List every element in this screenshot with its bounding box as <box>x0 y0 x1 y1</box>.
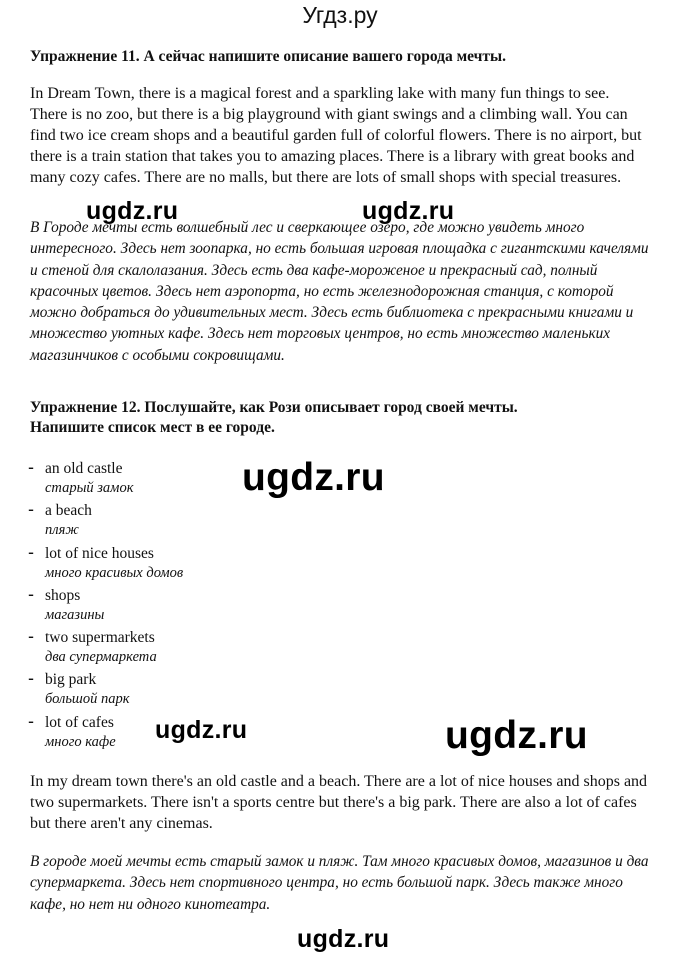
list-item-english: shops <box>45 586 81 604</box>
list-item-english: big park <box>45 671 97 689</box>
exercise-12-russian-text: В городе моей мечты есть старый замок и пляж. Там много красивых домов, магазинов и два супермаркета. Здесь нет спортивного центра, но есть большой парк. Здесь также много кафе, но нет ни одного кинотеатра. <box>30 853 649 913</box>
list-item-russian: два супермаркета <box>45 649 157 666</box>
list-bullet: - <box>28 499 34 520</box>
exercise-12-heading-line-2: Напишите список мест в ее городе. <box>30 419 275 436</box>
watermark: ugdz.ru <box>242 456 385 499</box>
list-bullet: - <box>28 668 34 689</box>
exercise-11-heading: Упражнение 11. А сейчас напишите описание вашего города мечты. <box>30 48 506 65</box>
exercise-11-russian-text: В Городе мечты есть волшебный лес и сверкающее озеро, где можно увидеть много интересного. Здесь нет зоопарка, но есть большая игровая площадка с гигантскими качелями и стеной для скалолазания. Здесь есть два кафе-мороженое и прекрасный сад, полный красочных цветов. Здесь нет аэропорта, но есть железнодорожная станция, с которой можно добраться до удивительных мест. Здесь есть библиотека с прекрасными книгами и множество уютных кафе. Здесь нет торговых центров, но есть множество маленьких магазинчиков с особыми сокровищами. <box>30 219 649 364</box>
site-header: Угдз.ру <box>302 2 378 28</box>
list-item-russian: магазины <box>45 606 105 623</box>
list-item <box>28 583 328 628</box>
watermark: ugdz.ru <box>297 925 390 953</box>
list-item <box>28 670 328 712</box>
list-item-english: lot of nice houses <box>45 544 154 562</box>
exercise-12-heading <box>30 398 650 438</box>
list-item-english: two supermarkets <box>45 629 155 647</box>
list-bullet: - <box>28 457 34 477</box>
list-bullet: - <box>28 541 34 562</box>
list-item-english: lot of cafes <box>45 713 114 731</box>
list-item-english: a beach <box>45 502 92 520</box>
list-item-english: an old castle <box>45 460 123 477</box>
list-bullet: - <box>28 710 34 731</box>
list-item-russian: много кафе <box>45 733 116 750</box>
list-item <box>28 541 328 586</box>
watermark: ugdz.ru <box>445 714 588 757</box>
list-item-russian: старый замок <box>45 480 134 496</box>
places-list <box>28 459 328 755</box>
list-bullet: - <box>28 626 34 647</box>
list-item-russian: пляж <box>45 522 79 539</box>
list-bullet: - <box>28 583 34 604</box>
list-item-russian: много красивых домов <box>45 564 184 581</box>
exercise-11-english-text: In Dream Town, there is a magical forest and a sparkling lake with many fun things to see. There is no zoo, but there is a big playground with giant swings and a climbing wall. You can find two ice cream shops and a beautiful garden full of colorful flowers. There is no airport, but there is a train station that takes you to amazing places. There is a library with great books and many cozy cafes. There are no malls, but there are lots of small shops with special treasures. <box>30 85 642 186</box>
watermark: ugdz.ru <box>155 716 248 744</box>
list-item <box>28 628 328 670</box>
watermark: ugdz.ru <box>86 197 179 225</box>
watermark: ugdz.ru <box>362 197 455 225</box>
exercise-12-heading-line-1: Упражнение 12. Послушайте, как Рози описывает город своей мечты. <box>30 399 518 416</box>
list-item-russian: большой парк <box>45 691 130 708</box>
list-item <box>28 501 328 543</box>
exercise-12-english-text: In my dream town there's an old castle and a beach. There are a lot of nice houses and shops and two supermarkets. There isn't a sports centre but there's a big park. There are also a lot of cafes but there aren't any cinemas. <box>30 773 648 832</box>
